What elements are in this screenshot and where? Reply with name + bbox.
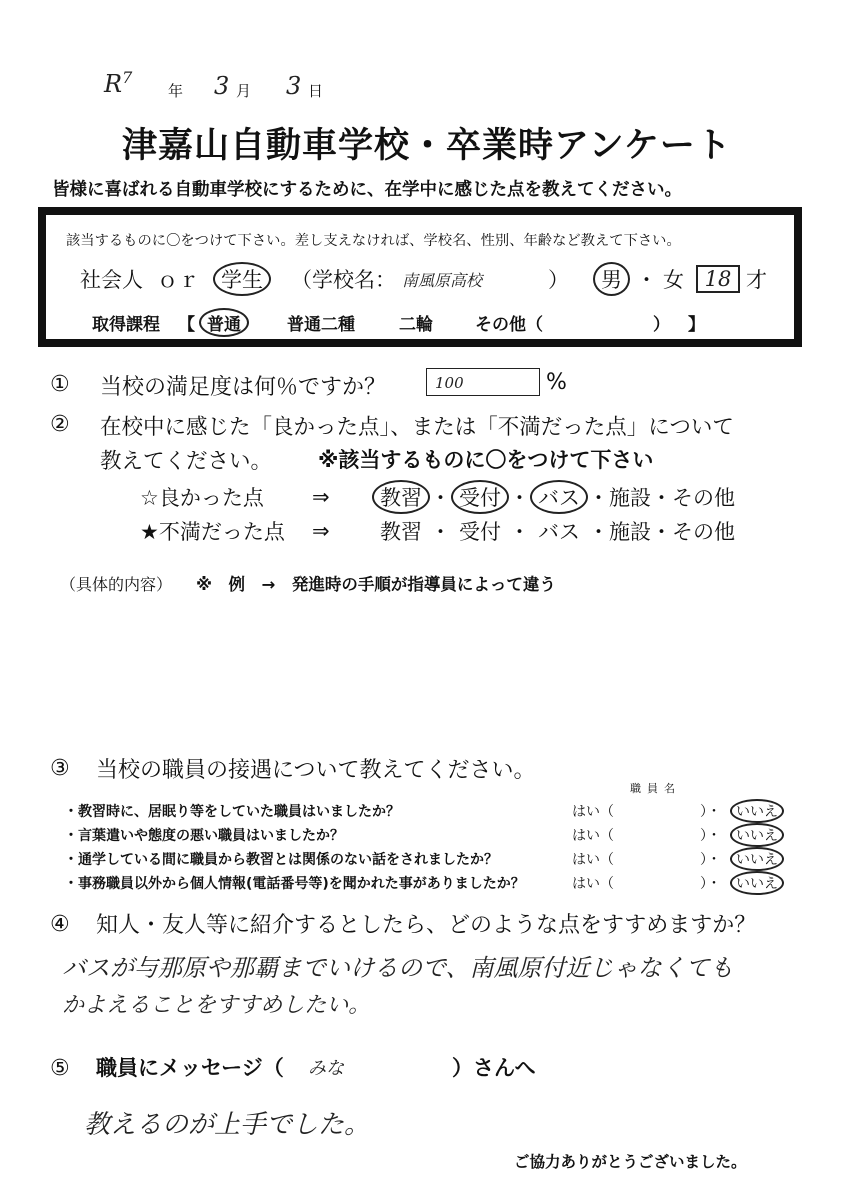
q3-row-2-question: ・言葉遣いや態度の悪い職員はいましたか？ [64, 828, 344, 844]
bad-option-reception[interactable]: 受付 [459, 520, 501, 544]
good-sep-4: ・ [651, 486, 672, 510]
q3-row-4-close: ）・ [700, 876, 721, 892]
course-option-regular-2[interactable]: 普通二種 [287, 315, 355, 335]
q2-good-row [140, 480, 735, 514]
q3-number: ③ [50, 756, 70, 781]
good-option-lessons[interactable]: 教習 [372, 480, 430, 514]
q4-number: ④ [50, 912, 70, 937]
q1-answer-field[interactable]: 100 [426, 368, 540, 396]
bad-option-bus[interactable]: バス [538, 520, 580, 544]
gender-sep: ・ [636, 268, 657, 292]
course-row [92, 308, 705, 337]
bad-option-facilities[interactable]: 施設 [609, 520, 651, 544]
q2-text-line2: 教えてください。 [100, 449, 273, 474]
q4-text: 知人・友人等に紹介するとしたら、どのような点をすすめますか？ [96, 913, 757, 938]
good-sep-2: ・ [509, 486, 530, 510]
q3-row-1-no[interactable]: いいえ [730, 799, 784, 823]
q1-text: 当校の満足度は何％ですか？ [100, 375, 387, 400]
q3-row-3-no[interactable]: いいえ [730, 847, 784, 871]
detail-label: （具体的内容） [60, 575, 173, 594]
age-unit: 才 [746, 268, 767, 292]
era: R [104, 70, 123, 98]
day-value: 3 [286, 72, 302, 100]
school-close: ） [548, 268, 569, 292]
course-option-motorcycle[interactable]: 二輪 [399, 315, 433, 335]
q5-name-field[interactable]: みな [308, 1058, 344, 1079]
month-unit: 月 [236, 82, 252, 100]
bad-sep-3: ・ [588, 520, 609, 544]
q3-text: 当校の職員の接遇について教えてください。 [96, 758, 536, 783]
bad-option-lessons[interactable]: 教習 [380, 520, 422, 544]
school-label: （学校名： [291, 268, 396, 292]
profile-row [80, 262, 767, 296]
year-value: 7 [122, 68, 133, 87]
q4-answer-line2[interactable]: かよえることをすすめしたい。 [62, 993, 371, 1018]
q5-number: ⑤ [50, 1056, 70, 1081]
q3-row-4-question: ・事務職員以外から個人情報(電話番号等)を聞かれた事がありましたか？ [64, 876, 525, 892]
q3-row-2-close: ）・ [700, 828, 721, 844]
bad-arrow: ⇒ [312, 519, 330, 543]
good-sep-3: ・ [588, 486, 609, 510]
course-bracket-close: 】 [688, 315, 705, 335]
q2-number: ② [50, 412, 70, 437]
bad-sep-2: ・ [509, 520, 530, 544]
q3-row-4-yes[interactable]: はい（ [572, 876, 614, 892]
q3-row-4-no[interactable]: いいえ [730, 871, 784, 895]
female-option[interactable]: 女 [663, 268, 684, 292]
bad-sep-1: ・ [430, 520, 451, 544]
good-option-bus[interactable]: バス [530, 480, 588, 514]
day-unit: 日 [308, 82, 324, 100]
q3-row-3-close: ）・ [700, 852, 721, 868]
q5-label-end: ）さんへ [452, 1056, 536, 1080]
q3-row-1-question: ・教習時に、居眠り等をしていた職員はいましたか？ [64, 804, 400, 820]
q2-text-line1: 在校中に感じた「良かった点」、または「不満だった点」について [100, 415, 734, 440]
course-option-regular[interactable]: 普通 [199, 308, 249, 337]
year-unit: 年 [168, 82, 184, 100]
date [104, 68, 132, 98]
profile-instruction: 該当するものに〇をつけて下さい。差し支えなければ、学校名、性別、年齢など教えて下さい。 [66, 233, 681, 249]
good-arrow: ⇒ [312, 485, 330, 509]
course-other-close: ） [653, 315, 670, 335]
bad-points-label: ★不満だった点 [140, 520, 285, 544]
good-option-other[interactable]: その他 [672, 486, 735, 510]
page-title: 津嘉山自動車学校・卒業時アンケート [122, 126, 732, 166]
bad-sep-4: ・ [651, 520, 672, 544]
q3-row-1-close: ）・ [700, 804, 721, 820]
q3-row-2-no[interactable]: いいえ [730, 823, 784, 847]
school-name-field[interactable]: 南風原高校 [402, 270, 483, 290]
q5-message[interactable]: 教えるのが上手でした。 [84, 1110, 371, 1140]
q3-row-2-yes[interactable]: はい（ [572, 828, 614, 844]
q3-row-3-question: ・通学している間に職員から教習とは関係のない話をされましたか？ [64, 852, 498, 868]
q1-number: ① [50, 372, 70, 397]
or-text: ｏｒ [157, 268, 199, 292]
age-field[interactable]: 18 [696, 265, 740, 293]
q3-row-3-yes[interactable]: はい（ [572, 852, 614, 868]
staff-name-header: 職員名 [630, 782, 681, 795]
good-option-facilities[interactable]: 施設 [609, 486, 651, 510]
q5-label: 職員にメッセージ（ [96, 1056, 284, 1080]
page-subtitle: 皆様に喜ばれる自動車学校にするために、在学中に感じた点を教えてください。 [52, 180, 682, 200]
thanks-text: ご協力ありがとうございました。 [514, 1153, 747, 1171]
q2-bad-row [140, 516, 735, 546]
course-bracket-open: 【 [178, 315, 195, 335]
q4-answer-line1[interactable]: バスが与那原や那覇までいけるので、南風原付近じゃなくても [62, 954, 734, 982]
course-label: 取得課程 [92, 315, 160, 335]
course-option-other[interactable]: その他（ [475, 315, 543, 335]
q1-unit: % [546, 370, 567, 395]
good-points-label: ☆良かった点 [140, 486, 264, 510]
q2-note: ※該当するものに〇をつけて下さい [318, 448, 654, 472]
male-option[interactable]: 男 [593, 262, 630, 296]
student-option[interactable]: 学生 [213, 262, 271, 296]
q3-row-1-yes[interactable]: はい（ [572, 804, 614, 820]
good-option-reception[interactable]: 受付 [451, 480, 509, 514]
worker-option[interactable]: 社会人 [80, 268, 143, 292]
detail-example: ※ 例 → 発進時の手順が指導員によって違う [196, 575, 556, 594]
bad-option-other[interactable]: その他 [672, 520, 735, 544]
month-value: 3 [214, 72, 230, 100]
good-sep-1: ・ [430, 486, 451, 510]
